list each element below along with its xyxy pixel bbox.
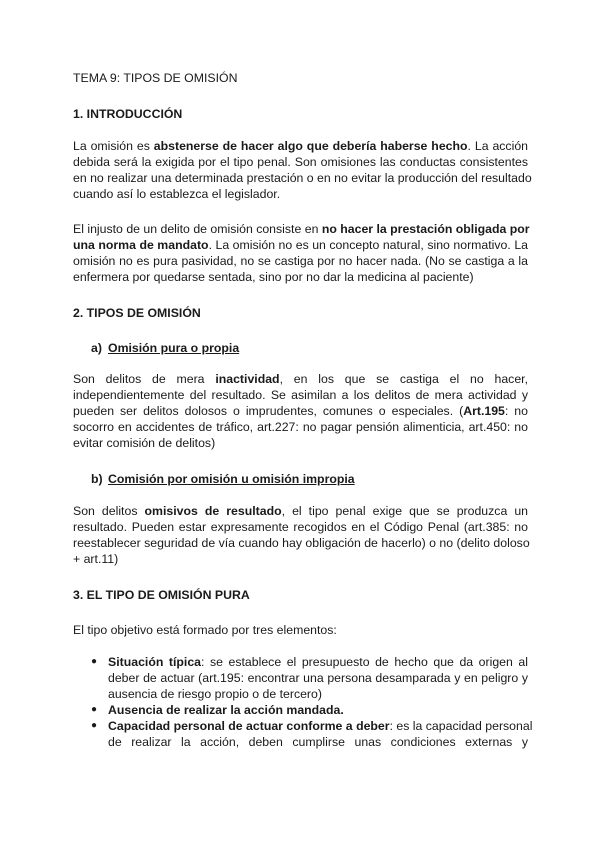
subheading-omision-pura: Omisión pura o propia bbox=[108, 341, 240, 355]
omision-pura-line: socorro en accidentes de tráfico, art.227: no pagar pensión alimenticia, art.450: no bbox=[73, 420, 528, 434]
list-item-line: de realizar la acción, deben cumplirse unas condiciones externas y bbox=[108, 735, 528, 749]
list-item-line: Capacidad personal de actuar conforme a deber: es la capacidad personal bbox=[108, 719, 533, 733]
heading-tipos-de-omision: 2. TIPOS DE OMISIÓN bbox=[73, 306, 201, 320]
omision-pura-line: independientemente del resultado. Se asimilan a los delitos de mera actividad y bbox=[73, 388, 528, 402]
omision-pura-line: evitar comisión de delitos) bbox=[73, 436, 216, 450]
comision-omision-line: Son delitos omisivos de resultado, el tipo penal exige que se produzca un bbox=[73, 504, 528, 518]
list-item-line: Situación típica: se establece el presupuesto de hecho que da origen al bbox=[108, 655, 528, 669]
intro-paragraph-line: cuando así lo establezca el legislador. bbox=[73, 187, 281, 201]
omision-pura-line: Son delitos de mera inactividad, en los que se castiga el no hacer, bbox=[73, 372, 528, 386]
intro-paragraph-line: debida será la exigida por el tipo penal. Son omisiones las conductas consistentes bbox=[73, 155, 528, 169]
injusto-paragraph-line: El injusto de un delito de omisión consiste en no hacer la prestación obligada por bbox=[73, 222, 530, 236]
list-item-line: Ausencia de realizar la acción mandada. bbox=[108, 703, 344, 717]
intro-paragraph-line: en no realizar una determinada prestación o en no evitar la producción del resultado bbox=[73, 171, 532, 185]
subheading-marker-a: a) bbox=[91, 341, 102, 355]
injusto-paragraph-line: enfermera por quedarse sentada, sino por no dar la medicina al paciente) bbox=[73, 270, 474, 284]
omision-pura-line: pueden ser delitos dolosos o imprudentes, comunes o especiales. (Art.195: no bbox=[73, 404, 528, 418]
bullet-icon: ● bbox=[91, 656, 98, 667]
heading-tipo-omision-pura: 3. EL TIPO DE OMISIÓN PURA bbox=[73, 588, 250, 602]
bullet-icon: ● bbox=[91, 704, 98, 715]
comision-omision-line: + art.11) bbox=[73, 552, 119, 566]
subheading-comision-por-omision: Comisión por omisión u omisión impropia bbox=[108, 472, 355, 486]
list-item-line: ausencia de riesgo propio o de tercero) bbox=[108, 687, 322, 701]
document-title: TEMA 9: TIPOS DE OMISIÓN bbox=[73, 71, 238, 85]
list-item-line: deber de actuar (art.195: encontrar una persona desamparada y en peligro y bbox=[108, 671, 528, 685]
subheading-marker-b: b) bbox=[91, 472, 103, 486]
elements-intro: El tipo objetivo está formado por tres elementos: bbox=[73, 623, 337, 637]
injusto-paragraph-line: una norma de mandato. La omisión no es un concepto natural, sino normativo. La bbox=[73, 238, 528, 252]
comision-omision-line: resultado. Pueden estar expresamente recogidos en el Código Penal (art.385: no bbox=[73, 520, 528, 534]
intro-paragraph-line: La omisión es abstenerse de hacer algo que debería haberse hecho. La acción bbox=[73, 139, 528, 153]
heading-introduccion: 1. INTRODUCCIÓN bbox=[73, 107, 183, 121]
injusto-paragraph-line: omisión no es pura pasividad, no se castiga por no hacer nada. (No se castiga a la bbox=[73, 254, 528, 268]
bullet-icon: ● bbox=[91, 720, 98, 731]
comision-omision-line: reestablecer seguridad de vía cuando hay obligación de hacerlo) o no (delito doloso bbox=[73, 536, 530, 550]
